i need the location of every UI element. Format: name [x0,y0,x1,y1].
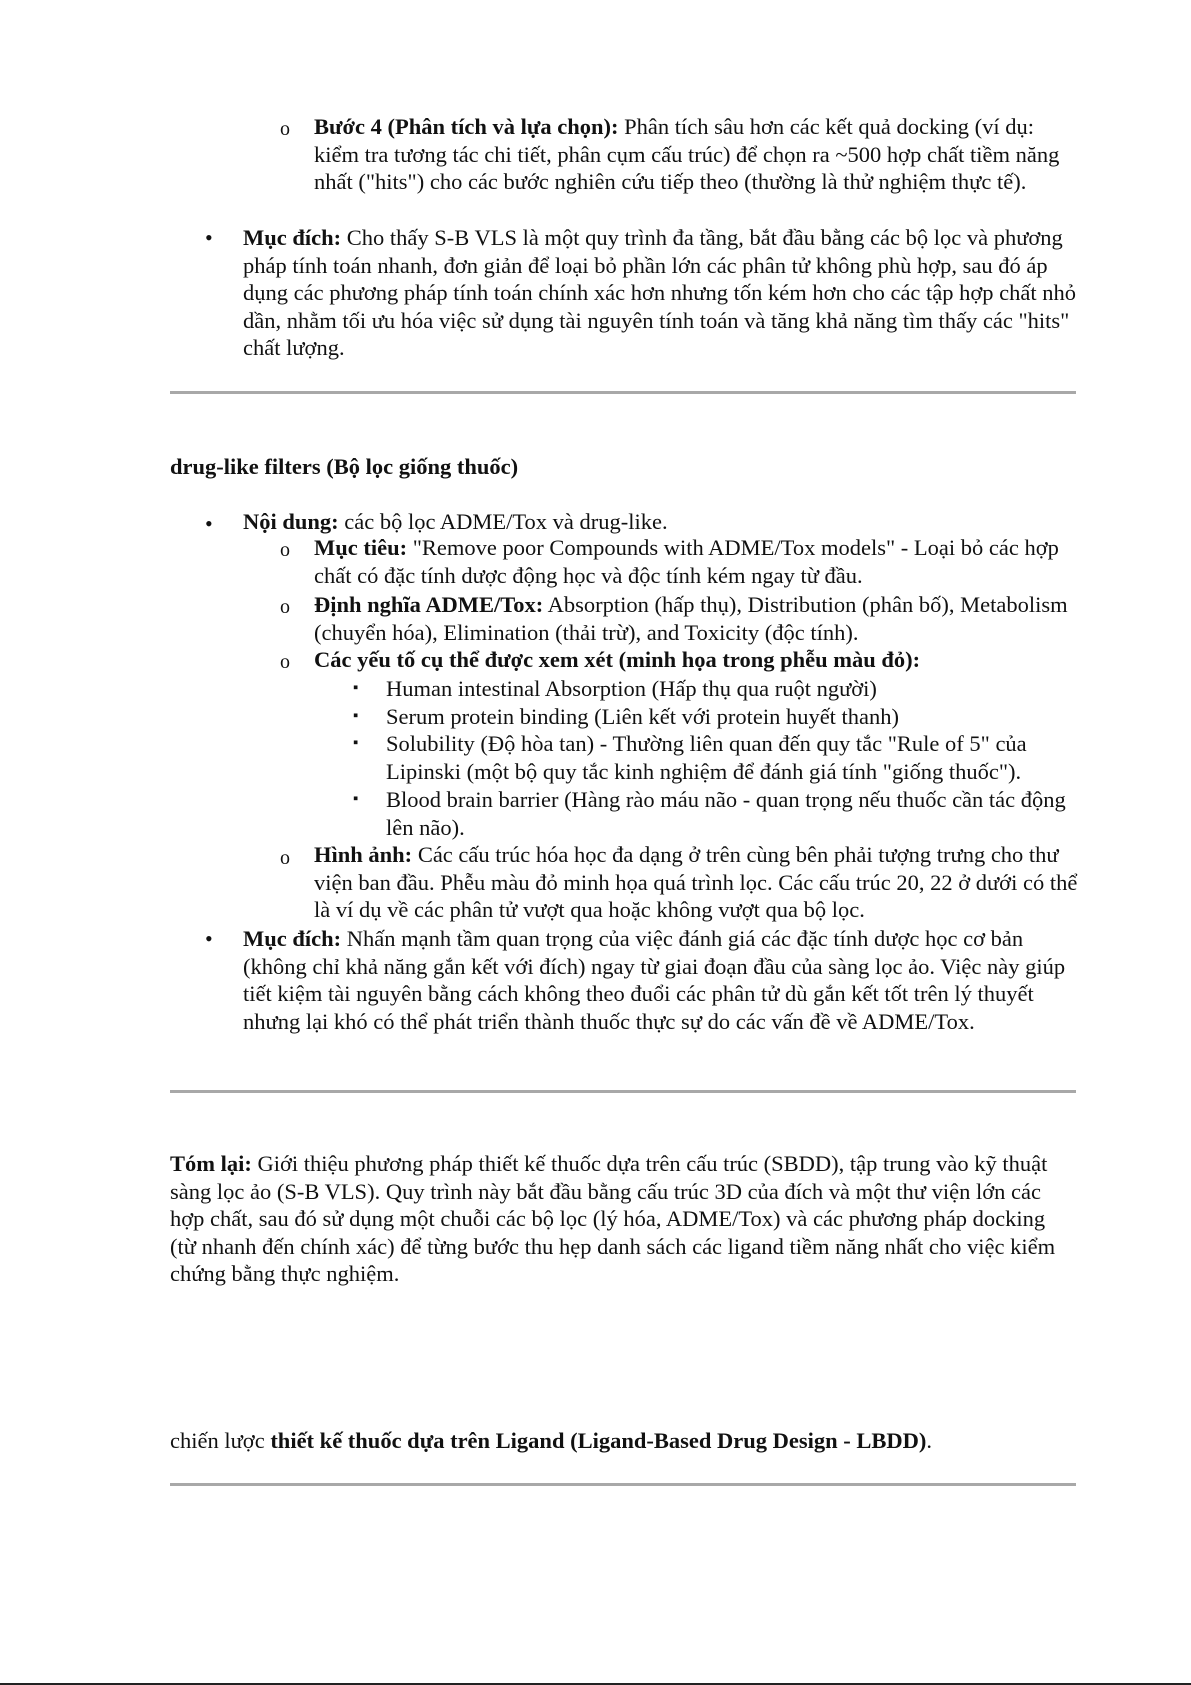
bullet-icon: • [205,511,213,536]
step4-item [314,113,1084,196]
s1-purpose-text: Cho thấy S-B VLS là một quy trình đa tầng, bắt đầu bằng các bộ lọc và phương pháp tính toán nhanh, đơn giản để loại bỏ phần lớn các phân tử không phù hợp, sau đó áp dụng các phương pháp tính toán chính xác hơn nhưng tốn kém hơn cho các tập hợp chất nhỏ dần, nhằm tối ưu hóa việc sử dụng tài nguyên tính toán và tăng khả năng tìm thấy các "hits" chất lượng. [243,225,1077,360]
s2-purpose-text: Nhấn mạnh tầm quan trọng của việc đánh giá các đặc tính dược học cơ bản (không chỉ khả năng gắn kết với đích) ngay từ giai đoạn đầu của sàng lọc ảo. Việc này giúp tiết kiệm tài nguyên bằng cách không theo đuổi các phân tử dù gắn kết tốt trên lý thuyết nhưng lại khó có thể phát triển thành thuốc thực sự do các vấn đề về ADME/Tox. [243,926,1066,1034]
s1-purpose-label: Mục đích: [243,225,342,250]
lbdd-bold: thiết kế thuốc dựa trên Ligand (Ligand-Based Drug Design - LBDD) [270,1428,927,1453]
goal-label: Mục tiêu: [314,535,408,560]
section-heading [170,453,1075,481]
factor-item: Human intestinal Absorption (Hấp thụ qua ruột người) [386,676,877,701]
square-bullet-icon: ▪ [353,708,359,724]
factors-item [314,646,1084,674]
s1-purpose-item [243,224,1083,362]
goal-item [314,534,1084,589]
square-bullet-icon: ▪ [353,680,359,696]
content-item [243,508,1083,536]
content-label: Nội dung: [243,509,339,534]
definition-item [314,591,1084,646]
factors-label: Các yếu tố cụ thể được xem xét (minh họa trong phễu màu đỏ): [314,647,921,672]
bullet-icon: • [205,926,213,951]
factor-item: Solubility (Độ hòa tan) - Thường liên quan đến quy tắc "Rule of 5" của Lipinski (một bộ quy tắc kinh nghiệm để đánh giá tính "giống thuốc"). [386,731,1027,784]
bullet-icon: • [205,225,213,250]
lbdd-prefix: chiến lược [170,1428,271,1453]
circle-bullet-icon: o [280,651,290,673]
summary-label: Tóm lại: [170,1151,252,1176]
definition-label: Định nghĩa ADME/Tox: [314,592,544,617]
circle-bullet-icon: o [280,118,290,140]
image-label: Hình ảnh: [314,842,413,867]
image-item [314,841,1084,924]
summary-text: Giới thiệu phương pháp thiết kế thuốc dựa trên cấu trúc (SBDD), tập trung vào kỹ thuật sàng lọc ảo (S-B VLS). Quy trình này bắt đầu bằng cấu trúc 3D của đích và một thư viện lớn các hợp chất, sau đó sử dụng một chuỗi các bộ lọc (lý hóa, ADME/Tox) và các phương pháp docking (từ nhanh đến chính xác) để từng bước thu hẹp danh sách các ligand tiềm năng nhất cho việc kiểm chứng bằng thực nghiệm. [170,1151,1056,1286]
section-heading-text: drug-like filters (Bộ lọc giống thuốc) [170,454,519,479]
square-bullet-icon: ▪ [353,791,359,807]
circle-bullet-icon: o [280,847,290,869]
summary-paragraph [170,1150,1075,1288]
content-text: các bộ lọc ADME/Tox và drug-like. [338,509,668,534]
goal-text: "Remove poor Compounds with ADME/Tox models" - Loại bỏ các hợp chất có đặc tính dược động học và độc tính kém ngay từ đầu. [314,535,1059,588]
circle-bullet-icon: o [280,539,290,561]
definition-text: Absorption (hấp thụ), Distribution (phân bố), Metabolism (chuyển hóa), Elimination (thải trừ), and Toxicity (độc tính). [314,592,1068,645]
horizontal-divider [170,1483,1076,1486]
factor-item: Serum protein binding (Liên kết với protein huyết thanh) [386,704,900,729]
s2-purpose-label: Mục đích: [243,926,342,951]
image-text: Các cấu trúc hóa học đa dạng ở trên cùng bên phải tượng trưng cho thư viện ban đầu. Phễu màu đỏ minh họa quá trình lọc. Các cấu trúc 20, 22 ở dưới có thể là ví dụ về các phân tử vượt qua hoặc không vượt qua bộ lọc. [314,842,1078,922]
square-bullet-icon: ▪ [353,735,359,751]
horizontal-divider [170,1090,1076,1093]
circle-bullet-icon: o [280,596,290,618]
step4-label: Bước 4 (Phân tích và lựa chọn): [314,114,619,139]
lbdd-paragraph [170,1427,1075,1455]
factor-item: Blood brain barrier (Hàng rào máu não - quan trọng nếu thuốc cần tác động lên não). [386,787,1066,840]
step4-text: Phân tích sâu hơn các kết quả docking (ví dụ: kiểm tra tương tác chi tiết, phân cụm cấu trúc) để chọn ra ~500 hợp chất tiềm năng nhất ("hits") cho các bước nghiên cứu tiếp theo (thường là thử nghiệm thực tế). [314,114,1060,194]
s2-purpose-item [243,925,1083,1035]
lbdd-suffix: . [926,1428,932,1453]
horizontal-divider [170,391,1076,394]
